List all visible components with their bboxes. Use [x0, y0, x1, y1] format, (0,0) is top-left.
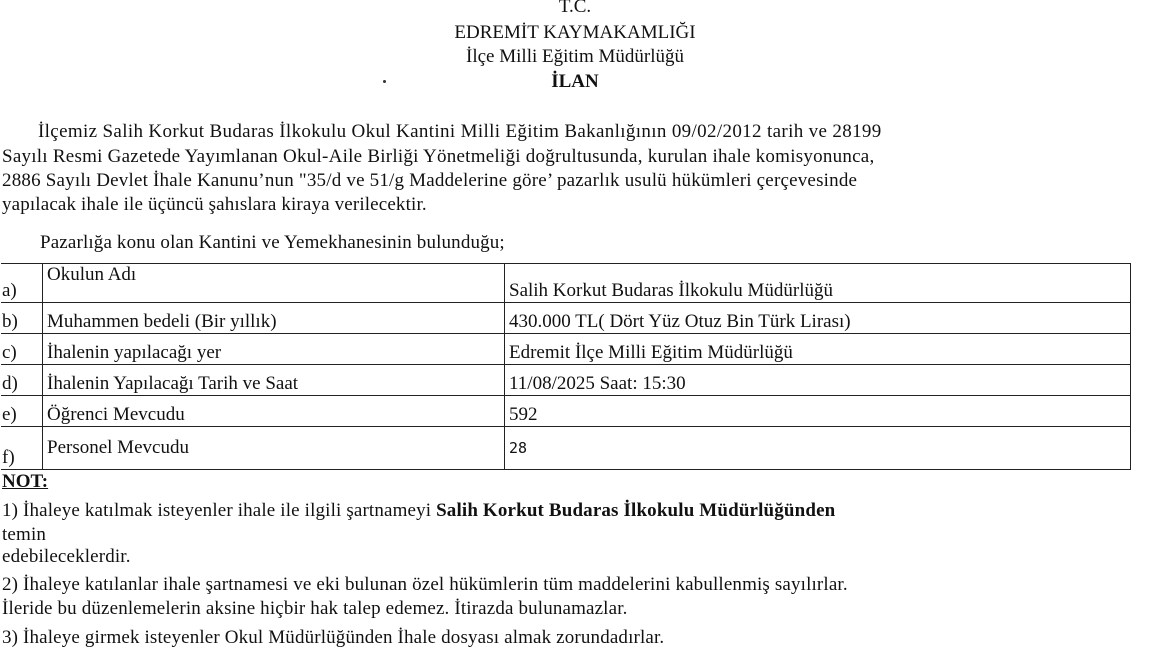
note-2-line-1: 2) İhaleye katılanlar ihale şartnamesi ve eki bulunan özel hükümlerin tüm maddelerini kabullenmiş sayılırlar.	[2, 574, 848, 595]
row-label: İhalenin yapılacağı yer	[43, 334, 505, 365]
table-row	[1, 396, 1131, 427]
intro-line-4: yapılacak ihale ile üçüncü şahıslara kiraya verilecektir.	[2, 194, 427, 215]
note-1-line-3: edebileceklerdir.	[2, 546, 131, 567]
tender-info-table	[1, 263, 1131, 470]
row-label: Muhammen bedeli (Bir yıllık)	[43, 303, 505, 334]
header-tc: T.C.	[558, 0, 592, 17]
row-label: Öğrenci Mevcudu	[43, 396, 505, 427]
table-row	[1, 303, 1131, 334]
note-1-line-1	[2, 499, 835, 523]
intro-line-5: Pazarlığa konu olan Kantini ve Yemekhanesinin bulunduğu;	[40, 232, 505, 253]
table-row	[1, 264, 1131, 303]
row-letter: c)	[1, 334, 43, 365]
intro-line-2: Sayılı Resmi Gazetede Yayımlanan Okul-Aile Birliği Yönetmeliği doğrultusunda, kurulan ihale komisyonunca,	[2, 146, 875, 167]
row-value: 28	[505, 427, 1131, 470]
row-label: İhalenin Yapılacağı Tarih ve Saat	[43, 365, 505, 396]
row-letter: e)	[1, 396, 43, 427]
row-value: Salih Korkut Budaras İlkokulu Müdürlüğü	[505, 264, 1131, 303]
header-directorate: İlçe Milli Eğitim Müdürlüğü	[466, 46, 684, 67]
table-row	[1, 365, 1131, 396]
note-1-bold-school: Salih Korkut Budaras İlkokulu Müdürlüğünden	[436, 500, 836, 521]
note-3-line-1: 3) İhaleye girmek isteyenler Okul Müdürlüğünden İhale dosyası almak zorundadırlar.	[2, 627, 665, 648]
notes-title: NOT:	[2, 471, 49, 492]
row-letter: b)	[1, 303, 43, 334]
row-letter: f)	[1, 427, 43, 470]
intro-line-3: 2886 Sayılı Devlet İhale Kanunu’nun "35/d ve 51/g Maddelerine göre’ pazarlık usulü hükümleri çerçevesinde	[2, 170, 858, 191]
row-letter: a)	[1, 264, 43, 303]
header-ilan-title: İLAN	[551, 71, 599, 92]
note-1-line-2: temin	[2, 524, 47, 545]
table-row	[1, 427, 1131, 470]
header-governorship: EDREMİT KAYMAKAMLIĞI	[454, 22, 696, 43]
note-1-text: 1) İhaleye katılmak isteyenler ihale ile ilgili şartnameyi	[2, 500, 437, 521]
row-value: Edremit İlçe Milli Eğitim Müdürlüğü	[505, 334, 1131, 365]
row-value: 430.000 TL( Dört Yüz Otuz Bin Türk Lirası)	[505, 303, 1131, 334]
row-letter: d)	[1, 365, 43, 396]
row-value: 592	[505, 396, 1131, 427]
scan-speck	[383, 80, 386, 83]
row-label: Personel Mevcudu	[43, 427, 505, 470]
intro-line-1: İlçemiz Salih Korkut Budaras İlkokulu Okul Kantini Milli Eğitim Bakanlığının 09/02/2012 tarih ve 28199	[38, 121, 882, 142]
row-label: Okulun Adı	[43, 264, 505, 303]
note-2-line-2: İleride bu düzenlemelerin aksine hiçbir hak talep edemez. İtirazda bulunamazlar.	[2, 598, 628, 619]
row-value: 11/08/2025 Saat: 15:30	[505, 365, 1131, 396]
table-row	[1, 334, 1131, 365]
